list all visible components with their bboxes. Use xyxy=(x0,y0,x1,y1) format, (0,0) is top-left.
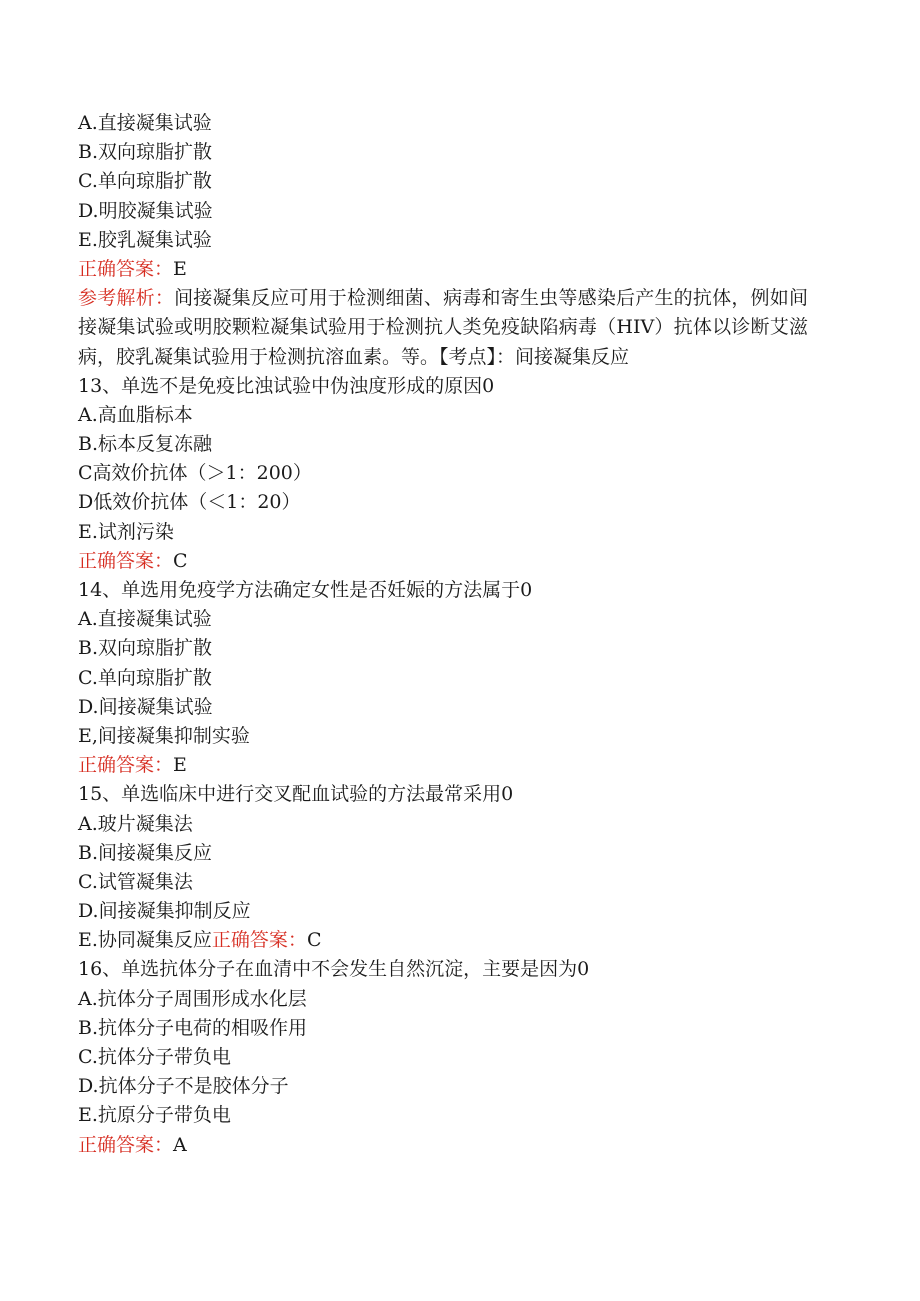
q16-option-c: C.抗体分子带负电 xyxy=(78,1046,231,1069)
q16-answer-value: A xyxy=(173,1133,187,1156)
q13-option-d: D低效价抗体（＜1：20） xyxy=(78,491,301,514)
q16-option-d: D.抗体分子不是胶体分子 xyxy=(78,1075,289,1098)
q13-option-a: A.高血脂标本 xyxy=(78,403,193,426)
analysis-paragraph xyxy=(78,284,808,372)
q13-answer-label: 正确答案： xyxy=(78,549,174,572)
question-16-title: 16、单选抗体分子在血清中不会发生自然沉淀，主要是因为0 xyxy=(78,958,590,981)
q15-answer-label: 正确答案： xyxy=(211,929,307,952)
q14-option-b: B.双向琼脂扩散 xyxy=(78,637,213,660)
q14-option-d: D.间接凝集试验 xyxy=(78,695,213,718)
option-d: D.明胶凝集试验 xyxy=(78,199,213,222)
q15-answer-value: C xyxy=(306,929,322,952)
q16-option-e: E.抗原分子带负电 xyxy=(78,1104,231,1127)
q13-option-c: C高效价抗体（＞1：200） xyxy=(78,462,312,485)
q15-option-a: A.玻片凝集法 xyxy=(78,812,193,835)
q14-answer-value: E xyxy=(173,754,187,777)
analysis-text: 间接凝集反应可用于检测细菌、病毒和寄生虫等感染后产生的抗体，例如间接凝集试验或明胶颗粒凝集试验用于检测抗人类免疫缺陷病毒（HIV）抗体以诊断艾滋病，胶乳凝集试验用于检测抗溶血素。等。【考点】：间接凝集反应 xyxy=(78,287,808,368)
question-13-title: 13、单选不是免疫比浊试验中伪浊度形成的原因0 xyxy=(78,374,495,397)
q15-option-c: C.试管凝集法 xyxy=(78,870,193,893)
q15-option-b: B.间接凝集反应 xyxy=(78,841,213,864)
answer-label: 正确答案： xyxy=(78,257,174,280)
answer-value: E xyxy=(173,257,187,280)
q16-option-a: A.抗体分子周围形成水化层 xyxy=(78,987,307,1010)
q14-option-c: C.单向琼脂扩散 xyxy=(78,666,212,689)
document-page xyxy=(78,109,808,1160)
q13-answer-value: C xyxy=(173,549,188,572)
q13-option-e: E.试剂污染 xyxy=(78,520,174,543)
q13-option-b: B.标本反复冻融 xyxy=(78,433,213,456)
question-14-title: 14、单选用免疫学方法确定女性是否妊娠的方法属于0 xyxy=(78,579,533,602)
q14-option-e: E,间接凝集抑制实验 xyxy=(78,724,250,747)
option-c: C.单向琼脂扩散 xyxy=(78,170,212,193)
q13-answer-line xyxy=(78,547,808,576)
q14-answer-label: 正确答案： xyxy=(78,754,174,777)
q14-answer-line xyxy=(78,751,808,780)
question-15-title: 15、单选临床中进行交叉配血试验的方法最常采用0 xyxy=(78,783,514,806)
q15-option-e: E.协同凝集反应 xyxy=(78,929,212,952)
option-a: A.直接凝集试验 xyxy=(78,112,212,134)
q15-option-d: D.间接凝集抑制反应 xyxy=(78,900,251,923)
q16-option-b: B.抗体分子电荷的相吸作用 xyxy=(78,1016,308,1039)
q16-answer-line xyxy=(78,1131,808,1160)
q14-option-a: A.直接凝集试验 xyxy=(78,608,212,631)
analysis-label: 参考解析： xyxy=(78,287,175,310)
option-e: E.胶乳凝集试验 xyxy=(78,228,212,251)
option-b: B.双向琼脂扩散 xyxy=(78,141,213,164)
q16-answer-label: 正确答案： xyxy=(78,1133,174,1156)
q15-option-e-with-answer xyxy=(78,926,808,955)
answer-line xyxy=(78,255,808,284)
